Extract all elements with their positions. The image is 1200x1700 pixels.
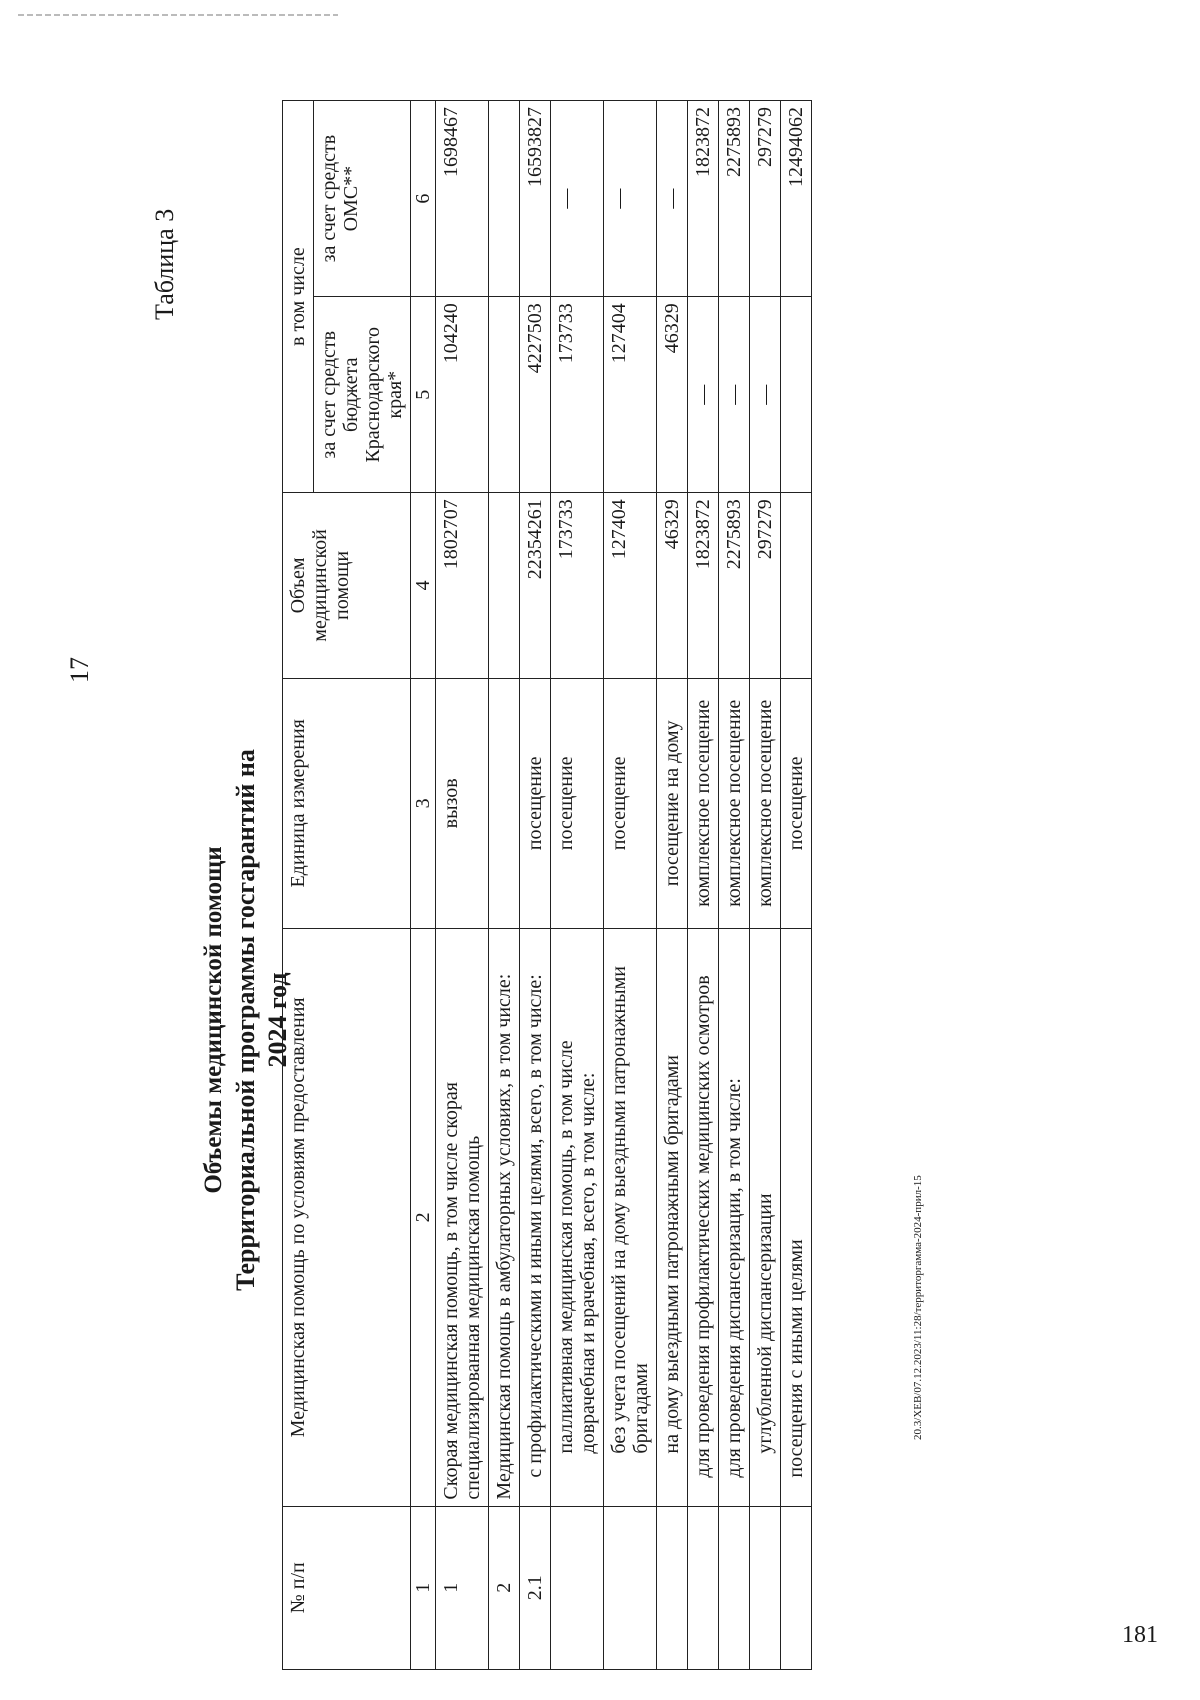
row-budget: — — [688, 297, 719, 493]
table-row — [551, 101, 604, 1670]
row-unit: комплексное посещение — [688, 678, 719, 929]
sheet-number: 17 — [65, 657, 94, 683]
row-care-type: Медицинская помощь в амбулаторных условиях, в том числе: — [489, 929, 520, 1506]
row-number: 1 — [436, 1506, 489, 1669]
row-volume: 127404 — [604, 493, 657, 678]
title-line-1: Объемы медицинской помощи — [200, 846, 227, 1194]
page-number: 181 — [1122, 1622, 1158, 1648]
row-unit: посещение — [551, 678, 604, 929]
row-budget: 104240 — [436, 297, 489, 493]
volumes-table — [282, 100, 812, 1670]
row-budget: 173733 — [551, 297, 604, 493]
table-row — [657, 101, 688, 1670]
row-unit: комплексное посещение — [719, 678, 750, 929]
row-oms: 2275893 — [719, 101, 750, 297]
header-volume: Объем медицинской помощи — [283, 493, 411, 678]
row-number — [604, 1506, 657, 1669]
row-volume — [781, 493, 812, 678]
row-care-type: для проведения диспансеризации, в том числе: — [719, 929, 750, 1506]
header-oms: за счет средств ОМС** — [314, 101, 411, 297]
column-number: 2 — [411, 929, 436, 1506]
row-budget — [489, 297, 520, 493]
row-number — [719, 1506, 750, 1669]
row-unit: посещение — [520, 678, 551, 929]
header-care-type: Медицинская помощь по условиям предоставления — [283, 929, 411, 1506]
scan-artifact-line — [18, 14, 338, 16]
row-oms: — — [657, 101, 688, 297]
row-care-type: без учета посещений на дому выездными патронажными бригадами — [604, 929, 657, 1506]
row-budget: 127404 — [604, 297, 657, 493]
column-number-row — [411, 101, 436, 1670]
row-number — [750, 1506, 781, 1669]
row-volume: 1823872 — [688, 493, 719, 678]
table-row — [489, 101, 520, 1670]
row-oms: — — [551, 101, 604, 297]
row-unit: посещение на дому — [657, 678, 688, 929]
row-care-type: с профилактическими и иными целями, всего, в том числе: — [520, 929, 551, 1506]
row-care-type: на дому выездными патронажными бригадами — [657, 929, 688, 1506]
rotated-page-content — [65, 80, 1060, 1700]
table-row — [688, 101, 719, 1670]
row-care-type: посещения с иными целями — [781, 929, 812, 1506]
row-oms: — — [604, 101, 657, 297]
row-volume: 22354261 — [520, 493, 551, 678]
footer-document-code: 20.3/ХЕВ/07.12.2023/11:28/территоргамма-2024-прил-15 — [912, 1175, 924, 1440]
header-budget: за счет средств бюджета Краснодарского края* — [314, 297, 411, 493]
row-oms: 1823872 — [688, 101, 719, 297]
row-budget: — — [719, 297, 750, 493]
header-unit: Единица измерения — [283, 678, 411, 929]
row-volume: 173733 — [551, 493, 604, 678]
table-row — [750, 101, 781, 1670]
row-budget: 4227503 — [520, 297, 551, 493]
table-row — [719, 101, 750, 1670]
column-number: 3 — [411, 678, 436, 929]
row-budget: 46329 — [657, 297, 688, 493]
table-row — [604, 101, 657, 1670]
row-unit: посещение — [604, 678, 657, 929]
title-line-2: Территориальной программы госгарантий на 2024 год — [231, 749, 292, 1291]
table-row — [520, 101, 551, 1670]
header-group: в том числе — [283, 101, 314, 493]
row-number — [781, 1506, 812, 1669]
row-volume: 2275893 — [719, 493, 750, 678]
row-oms: 16593827 — [520, 101, 551, 297]
row-volume: 46329 — [657, 493, 688, 678]
row-unit — [489, 678, 520, 929]
row-unit: комплексное посещение — [750, 678, 781, 929]
table-label: Таблица 3 — [150, 208, 179, 320]
row-number — [688, 1506, 719, 1669]
row-oms: 1698467 — [436, 101, 489, 297]
column-number: 4 — [411, 493, 436, 678]
row-oms: 297279 — [750, 101, 781, 297]
row-number — [551, 1506, 604, 1669]
column-number: 6 — [411, 101, 436, 297]
row-number — [657, 1506, 688, 1669]
header-no: № п/п — [283, 1506, 411, 1669]
row-care-type: углубленной диспансеризации — [750, 929, 781, 1506]
row-care-type: для проведения профилактических медицинских осмотров — [688, 929, 719, 1506]
row-oms: 12494062 — [781, 101, 812, 297]
table-row — [781, 101, 812, 1670]
row-unit: посещение — [781, 678, 812, 929]
row-care-type: Скорая медицинская помощь, в том числе скорая специализированная медицинская помощь — [436, 929, 489, 1506]
row-care-type: паллиативная медицинская помощь, в том числе доврачебная и врачебная, всего, в том числе: — [551, 929, 604, 1506]
row-unit: вызов — [436, 678, 489, 929]
column-number: 5 — [411, 297, 436, 493]
row-volume — [489, 493, 520, 678]
row-number: 2.1 — [520, 1506, 551, 1669]
row-volume: 297279 — [750, 493, 781, 678]
row-volume: 1802707 — [436, 493, 489, 678]
row-oms — [489, 101, 520, 297]
row-number: 2 — [489, 1506, 520, 1669]
row-budget: — — [750, 297, 781, 493]
header-row-1 — [283, 101, 314, 1670]
table-row — [436, 101, 489, 1670]
column-number: 1 — [411, 1506, 436, 1669]
row-budget — [781, 297, 812, 493]
document-title — [198, 720, 294, 1320]
